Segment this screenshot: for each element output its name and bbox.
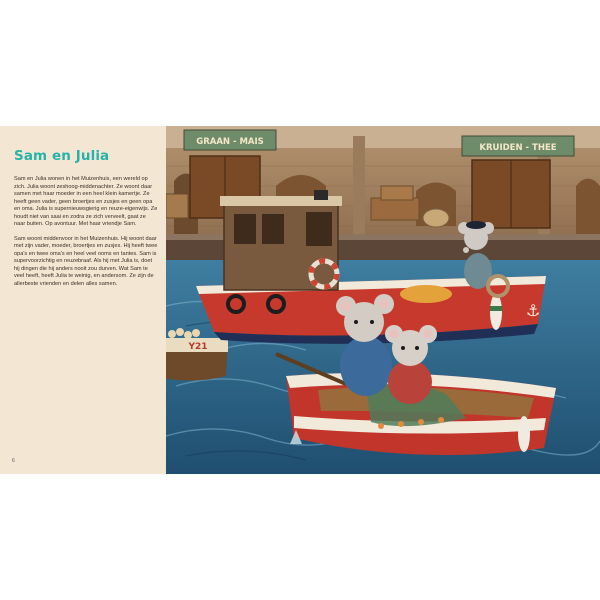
sign-graan-mais: GRAAN - MAIS <box>196 137 264 147</box>
sign-kruiden-thee: KRUIDEN - THEE <box>479 143 557 153</box>
page-number: 6 <box>12 458 15 464</box>
small-boat-label: Y21 <box>188 342 208 352</box>
svg-text:⚓: ⚓ <box>526 301 541 320</box>
page-title: Sam en Julia <box>14 148 110 164</box>
harbor-illustration <box>166 126 600 474</box>
paragraph-1: Sam en Julia wonen in het Muizenhuis, een wereld op zich. Julia woont zeshoog-middenachter. Ze woont daar samen met haar moeder in een heel klein kamertje. Ze heeft geen vader, geen broertjes en zusjes en geen opa en oma. Julia is supernieuwsgierig en reuze-eigenwijs. Ze houdt niet van saai en zodra ze zich verveelt, gaat ze naar buiten. Op avontuur. Met haar vriendje Sam. <box>14 176 158 227</box>
book-spread <box>0 126 600 474</box>
paragraph-2: Sam woont middenvoor in het Muizenhuis. Hij woont daar met zijn vader, moeder, broertjes en zusjes. Hij heeft twee opa's en twee oma's en heel veel ooms en tantes. Sam is supervoorzichtig en reuzebraaf. Als hij met Julia is, doet hij dingen die hij anders nooit zou durven. Wat Sam te veel heeft, heeft Julia te weinig, en andersom. Ze zijn de allerbeste vrienden en delen alles samen. <box>14 235 158 287</box>
text-page <box>0 126 166 474</box>
